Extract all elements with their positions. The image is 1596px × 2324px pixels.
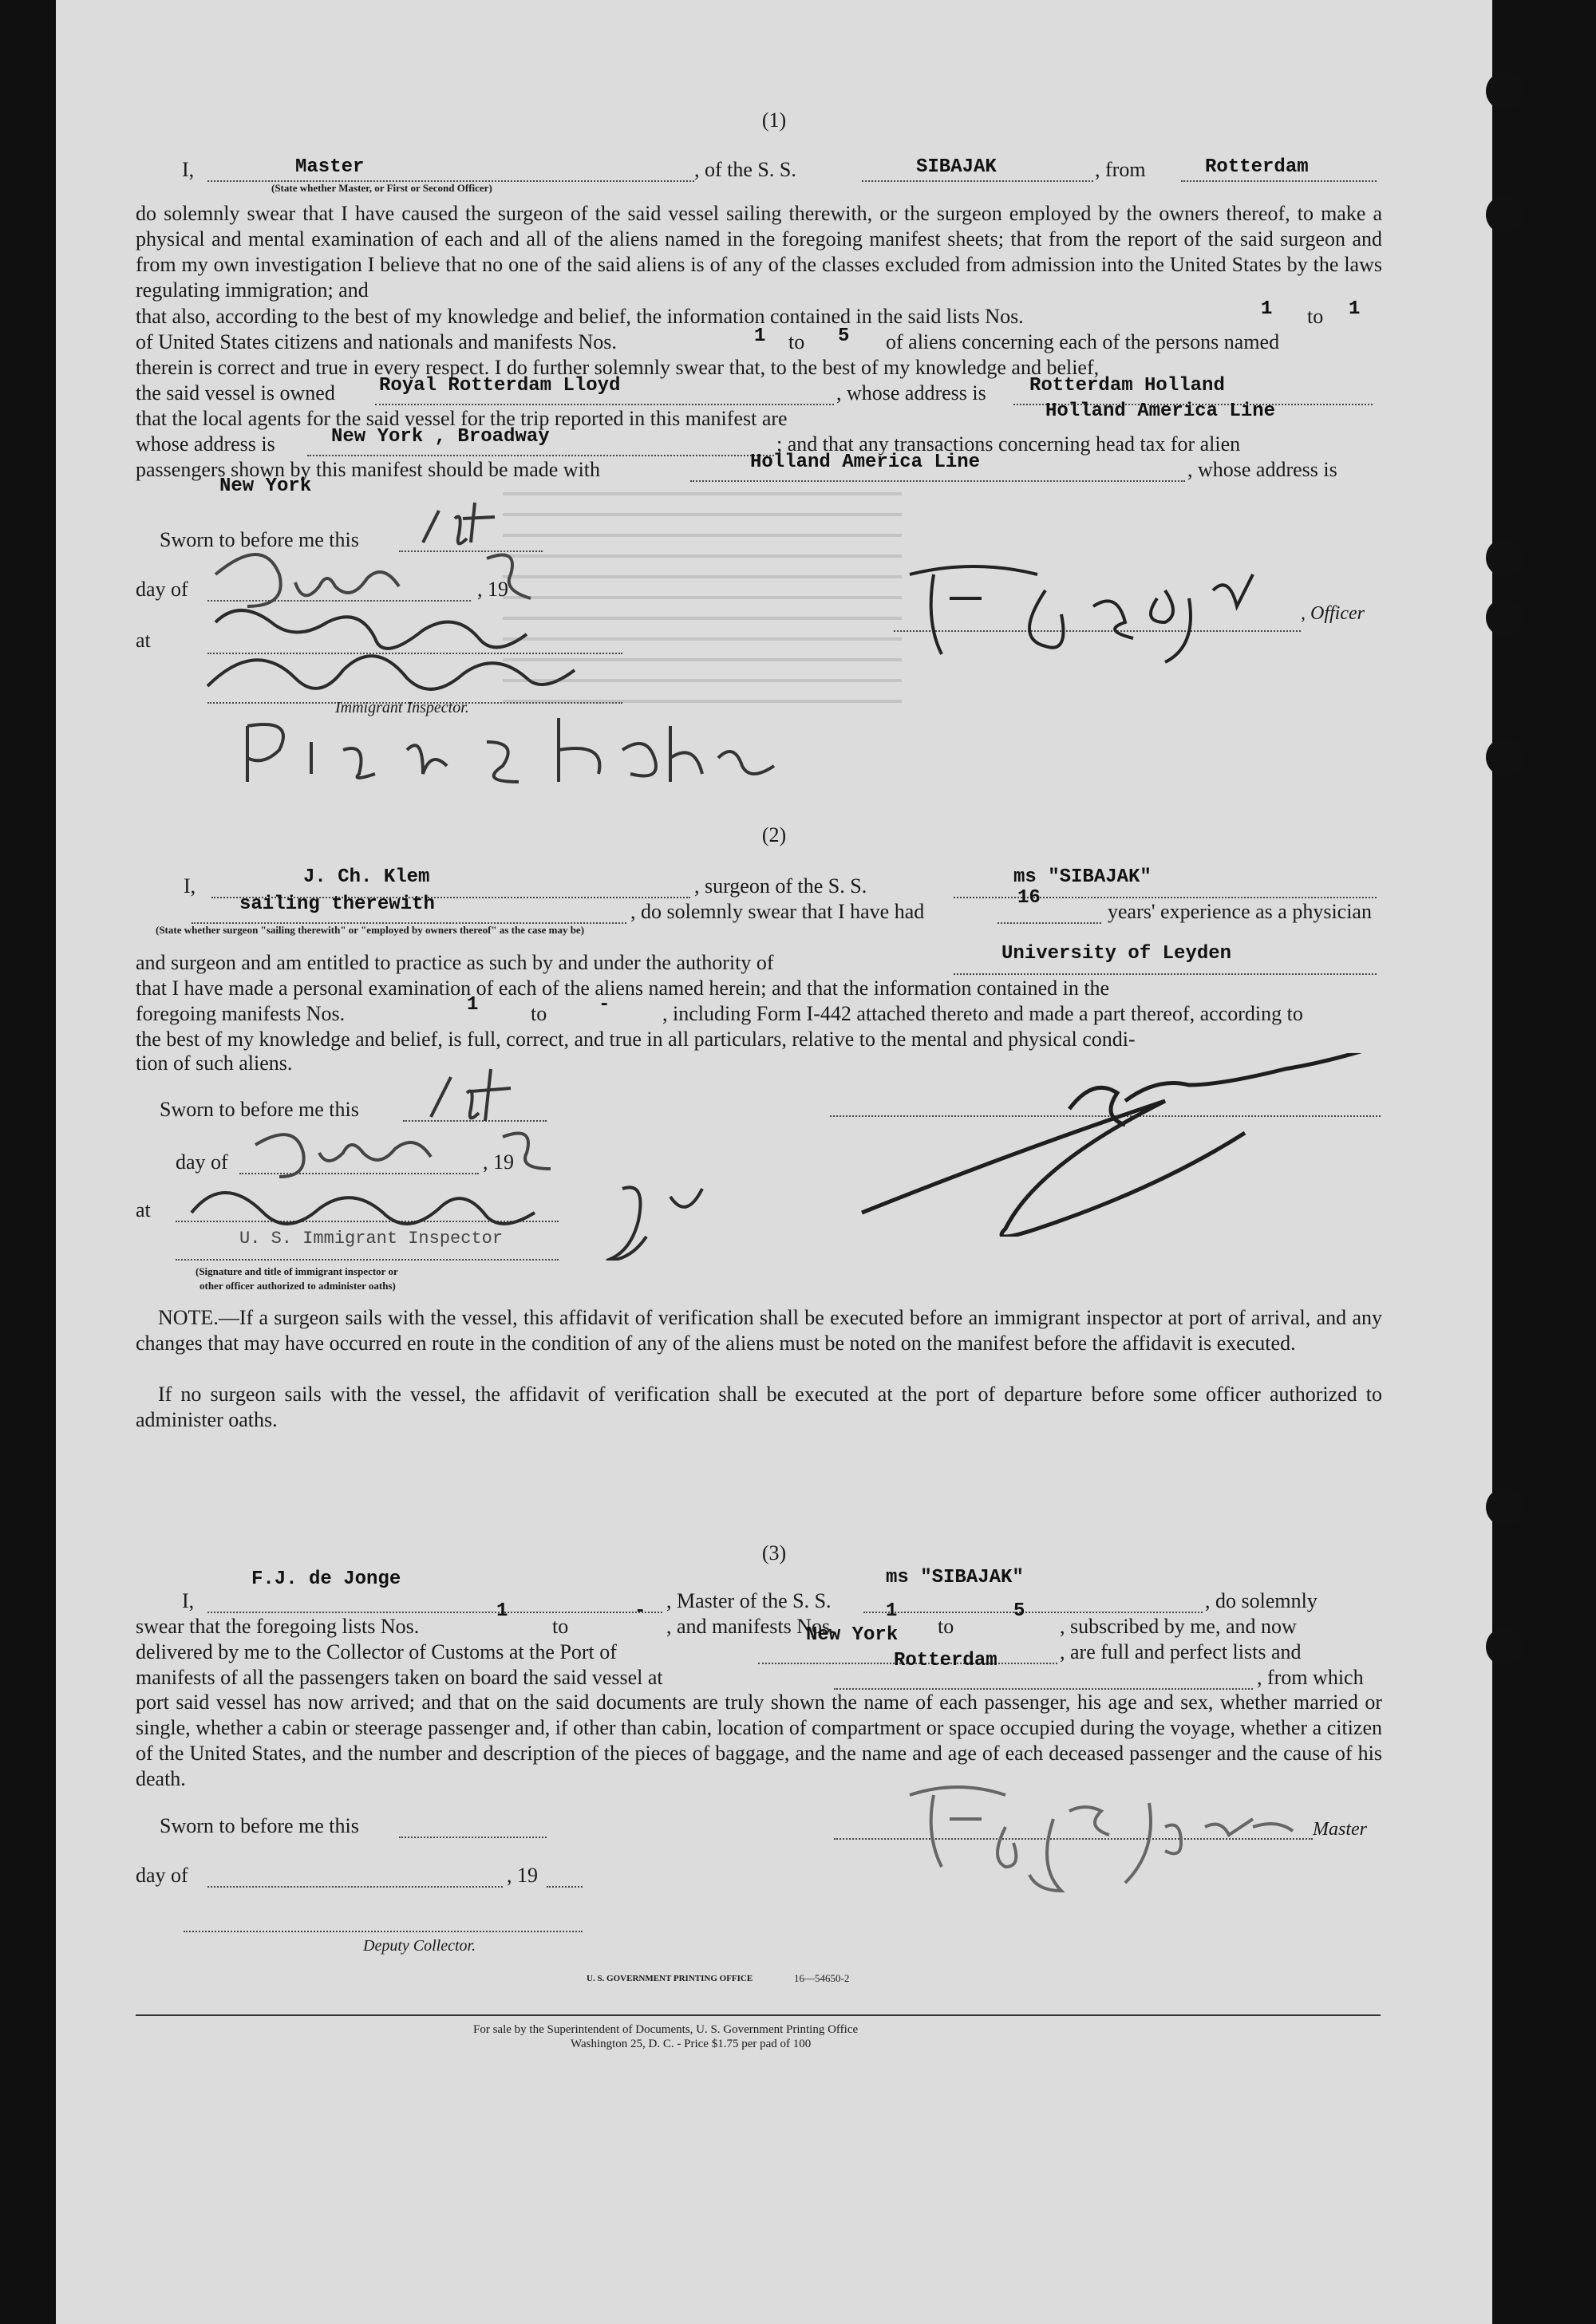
sec2-ship: ms "SIBAJAK" — [1013, 866, 1152, 888]
section-2-number: (2) — [761, 823, 787, 846]
binder-hole — [1486, 195, 1524, 234]
manifests-text: , and manifests Nos. — [666, 1615, 836, 1638]
full-text: , are full and perfect lists and — [1060, 1640, 1302, 1663]
sec2-day-of: day of — [176, 1150, 228, 1174]
address-text: , whose address is — [836, 381, 986, 404]
sec3-sworn: Sworn to before me this — [160, 1814, 359, 1837]
sec3-day-of: day of — [136, 1864, 188, 1887]
lists-to: 1 — [1349, 298, 1361, 320]
footer-rule — [136, 2014, 1381, 2016]
handwritten-pier-note — [223, 710, 798, 798]
delivered-text: delivered by me to the Collector of Customs at the Port of — [136, 1640, 617, 1663]
sale-line-1: For sale by the Superintendent of Documents, U. S. Government Printing Office — [473, 2023, 859, 2036]
sig-caption-2: other officer authorized to administer oaths) — [200, 1280, 396, 1292]
tion-text: tion of such aliens. — [136, 1052, 293, 1075]
binder-hole — [1486, 72, 1524, 110]
ship-line — [862, 180, 1093, 182]
sec2-to: to — [531, 1002, 547, 1025]
lists-text: that also, according to the best of my knowledge and belief, the information contained in the said lists Nos. — [136, 305, 1024, 328]
sec1-i-label: I, — [182, 158, 195, 181]
binder-hole — [1486, 1628, 1524, 1666]
agents-value: Holland America Line — [1045, 400, 1276, 422]
owned-text: the said vessel is owned — [136, 381, 335, 404]
binder-hole — [1486, 738, 1524, 776]
sec3-man-to: 5 — [1013, 1600, 1025, 1622]
foregoing-text: foregoing manifests Nos. — [136, 1002, 346, 1025]
reverse-show-through — [503, 475, 902, 714]
master-of: , Master of the S. S. — [666, 1589, 832, 1612]
form-text: , including Form I-442 attached thereto and made a part thereof, according to — [662, 1002, 1303, 1025]
ship-value: SIBAJAK — [916, 156, 997, 178]
rank-caption: (State whether Master, or First or Second Officer) — [271, 182, 492, 194]
owner-value: Royal Rotterdam Lloyd — [379, 375, 621, 397]
from-which-text: , from which — [1257, 1666, 1364, 1689]
surgeon-of: , surgeon of the S. S. — [694, 874, 867, 898]
passengers-text: passengers shown by this manifest should be made with — [136, 458, 601, 481]
from-label: , from — [1095, 158, 1146, 181]
sec2-at: at — [136, 1198, 151, 1221]
whose-address-2: , whose address is — [1187, 458, 1337, 481]
agents-text: that the local agents for the said vessel for the trip reported in this manifest are — [136, 407, 788, 430]
signature-surgeon — [846, 1053, 1404, 1237]
sec3-body: port said vessel has now arrived; and that on the said documents are truly shown the name of each passenger, his age and sex, whether married or single, whether a cabin or steerage passenger and, if other than cabin, location of compartment or space occupied during the voyage, whether a citizen of the United States, and the number and description of the pieces of baggage, and the name and age of each deceased passenger and the cause of his death. — [136, 1691, 1382, 1790]
binder-hole — [1486, 1488, 1524, 1526]
sec3-to2: to — [938, 1615, 954, 1638]
binder-hole — [1486, 598, 1524, 637]
tax-agent: Holland America Line — [750, 452, 981, 473]
sec1-at: at — [136, 629, 151, 652]
note-1: NOTE.—If a surgeon sails with the vessel, this affidavit of verification shall be executed before an immigrant inspector at port of arrival, and any changes that may have occurred en route in the condition of any of the aliens must be noted on the manifest before the affidavit is executed. — [136, 1306, 1382, 1355]
sec3-man-from: 1 — [886, 1600, 898, 1622]
sec3-i-label: I, — [182, 1589, 195, 1612]
man-to: 5 — [838, 326, 850, 347]
form-number: 16—54650-2 — [794, 1972, 850, 1984]
us-text-2: of aliens concerning each of the persons named — [886, 330, 1280, 353]
port-of-value: New York — [806, 1624, 899, 1646]
of-ss-label: , of the S. S. — [694, 158, 796, 181]
sec3-sworn-line — [399, 1837, 547, 1838]
sec3-day-line — [207, 1886, 503, 1888]
port-from-value: Rotterdam — [894, 1650, 998, 1671]
years-value: 16 — [1017, 887, 1041, 909]
man-from: 1 — [754, 326, 766, 347]
binder-hole — [1486, 539, 1524, 577]
section-3-number: (3) — [761, 1541, 787, 1564]
sec3-year-line — [547, 1886, 583, 1888]
sec3-to1: to — [552, 1615, 569, 1638]
sec3-year-prefix: , 19 — [507, 1864, 538, 1887]
whose-address-label: whose address is — [136, 432, 275, 456]
officer-label: , Officer — [1301, 603, 1365, 624]
sec1-sworn: Sworn to before me this — [160, 528, 359, 551]
sec2-year-prefix: , 19 — [483, 1150, 514, 1174]
sec2-i-label: I, — [184, 874, 196, 898]
subscribed-text: , subscribed by me, and now — [1060, 1615, 1297, 1638]
signature-officer-1 — [902, 550, 1285, 670]
lists-from: 1 — [1261, 298, 1273, 320]
sec1-day-of: day of — [136, 578, 188, 601]
master-name: F.J. de Jonge — [251, 1568, 401, 1590]
sec3-ship: ms "SIBAJAK" — [886, 1567, 1024, 1588]
correct-text: therein is correct and true in every respect. I do further solemnly swear that, to the best of my knowledge and belief, — [136, 356, 1100, 379]
owner-address: Rotterdam Holland — [1029, 375, 1225, 397]
us-text: of United States citizens and nationals and manifests Nos. — [136, 330, 617, 353]
tax-address: New York — [219, 475, 312, 497]
sec1-body: do solemnly swear that I have caused the surgeon of the said vessel sailing therewith, or the surgeon employed by the owners thereof, to make a physical and mental examination of each and all of the aliens named in the foregoing manifest sheets; that from the report of the said surgeon and from my own investigation I believe that no one of the said aliens is of any of the classes excluded from admission into the United States by the laws regulating immigration; and — [136, 202, 1382, 302]
deputy-label: Deputy Collector. — [363, 1937, 476, 1955]
solemnly-text: , do solemnly — [1205, 1589, 1317, 1612]
signature-master — [894, 1779, 1325, 1899]
university-value: University of Leyden — [1001, 943, 1232, 965]
sec2-man-to: - — [598, 994, 610, 1016]
sailing-value: sailing therewith — [239, 894, 435, 915]
years-text: years' experience as a physician — [1108, 900, 1372, 923]
sec3-lists-from: 1 — [496, 1600, 508, 1622]
sec2-sworn: Sworn to before me this — [160, 1098, 359, 1121]
deputy-line — [184, 1931, 583, 1932]
sailing-caption: (State whether surgeon "sailing therewith" or "employed by owners thereof" as the case may be) — [156, 924, 585, 936]
authority-text: and surgeon and am entitled to practice as such by and under the authority of — [136, 951, 774, 974]
sale-line-2: Washington 25, D. C. - Price $1.75 per pad of 100 — [571, 2038, 812, 2050]
lists-to-label: to — [1307, 305, 1324, 328]
manifests-of-text: manifests of all the passengers taken on board the said vessel at — [136, 1666, 663, 1689]
sec3-lists-to: - — [634, 1600, 646, 1622]
rank-value: Master — [295, 156, 365, 178]
port-value: Rotterdam — [1205, 156, 1309, 178]
exam-text: that I have made a personal examination of each of the aliens named herein; and that the information contained in the — [136, 977, 1110, 1000]
port-line — [1181, 180, 1377, 182]
swear-text: , do solemnly swear that I have had — [630, 900, 925, 923]
years-line — [998, 922, 1101, 924]
man-to-label: to — [788, 330, 805, 353]
sec1-year-prefix: , 19 — [477, 578, 508, 601]
signature-inspector-2 — [176, 1165, 750, 1261]
note-2: If no surgeon sails with the vessel, the affidavit of verification shall be executed at the port of departure before some officer authorized to administer oaths. — [136, 1383, 1382, 1431]
inspector-caption: Immigrant Inspector. — [335, 699, 469, 716]
best-text: the best of my knowledge and belief, is full, correct, and true in all particulars, relative to the mental and physical condi- — [136, 1028, 1136, 1051]
sec2-man-from: 1 — [467, 994, 479, 1016]
section-1-number: (1) — [761, 109, 787, 132]
agents-address: New York , Broadway — [331, 426, 550, 448]
sig-caption-1: (Signature and title of immigrant inspector or — [196, 1265, 398, 1277]
manifest-page — [56, 0, 1492, 2324]
gpo-label: U. S. GOVERNMENT PRINTING OFFICE — [587, 1974, 753, 1983]
surgeon-name: J. Ch. Klem — [303, 866, 430, 888]
inspector-title: U. S. Immigrant Inspector — [239, 1229, 504, 1249]
sec3-swear-text: swear that the foregoing lists Nos. — [136, 1615, 420, 1638]
master-label: Master — [1313, 1819, 1367, 1840]
tax-text: ; and that any transactions concerning head tax for alien — [776, 432, 1241, 456]
